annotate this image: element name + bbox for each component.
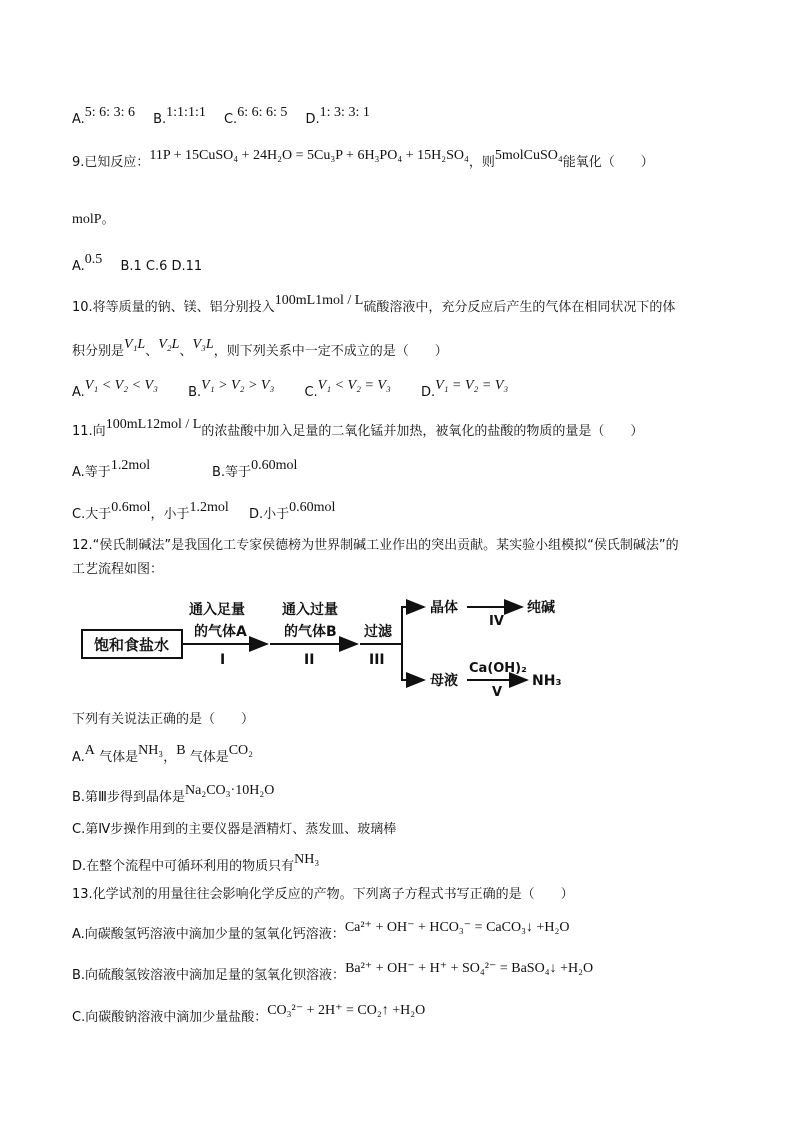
diagram-upper-result: 纯碱	[527, 600, 555, 616]
q11-option-b-group	[212, 458, 298, 483]
q9-unit-end: 。	[101, 212, 115, 227]
q12-option-a-text1: 气体是	[99, 750, 139, 765]
q12-option-a-gas2: B	[176, 743, 186, 758]
q8-options	[72, 105, 370, 130]
q12-option-b-formula: Na₂CO₃·10H₂O	[185, 783, 275, 798]
q12-option-a-sep: ，	[163, 750, 177, 765]
q11-option-d: 0.60mol	[289, 500, 336, 515]
q11-option-a: 1.2mol	[110, 458, 151, 473]
q8-option-d: 1: 3: 3: 1	[319, 105, 370, 120]
diagram-step2-top1: 通入过量	[282, 602, 338, 618]
q11-stem-suffix: 的浓盐酸中加入足量的二氧化锰并加热，被氧化的盐酸的物质的量是（ ）	[201, 424, 644, 439]
q11-option-d-label: D.小于	[248, 507, 290, 522]
diagram-branch-up	[397, 607, 424, 644]
q9-unit-line	[72, 210, 115, 230]
q9-options	[72, 252, 203, 277]
diagram-lower-result: NH₃	[532, 673, 562, 689]
q10-stem-line2	[72, 337, 448, 362]
q12-option-a-label: A.	[72, 750, 85, 765]
diagram-step3-top: 过滤	[364, 624, 392, 640]
q10-option-d-label: D.	[420, 385, 436, 400]
q13-option-c	[72, 1003, 426, 1028]
q12-option-a-formula2: CO₂	[228, 743, 254, 758]
q10-v2: V₂L	[158, 337, 180, 352]
q8-option-a: 5: 6: 3: 6	[84, 105, 135, 120]
q11-option-c-mid: ，小于	[150, 507, 190, 522]
q9-stem-prefix: 9.已知反应：	[72, 155, 150, 170]
q11-option-b: 0.60mol	[251, 458, 298, 473]
q9-option-a: 0.5	[84, 252, 103, 267]
q9-equation: 11P + 15CuSO₄ + 24H₂O = 5Cu₃P + 6H₃PO₄ + 15H₂SO₄	[149, 148, 469, 163]
q8-option-a-label: A.	[72, 112, 85, 127]
q11-option-a-label: A.等于	[72, 465, 111, 480]
diagram-upper-step: IV	[489, 614, 504, 629]
q9-amount: 5molCuSO₄	[494, 148, 563, 163]
q9-unit: molP	[72, 212, 102, 227]
q11-solution: 100mL12mol / L	[105, 417, 202, 432]
q12-stem-line2: 工艺流程如图：	[72, 562, 164, 577]
q10-stem-suffix: 硫酸溶液中，充分反应后产生的气体在相同状况下的体	[363, 300, 676, 315]
q11-option-c-label: C.大于	[72, 507, 112, 522]
q9-option-a-label: A.	[72, 259, 85, 274]
q8-option-d-label: D.	[305, 112, 320, 127]
q10-line2-suffix: ，则下列关系中一定不成立的是（ ）	[213, 344, 448, 359]
q12-option-d-text: D.在整个流程中可循环利用的物质只有	[72, 859, 295, 874]
q13-option-a-equation: Ca²⁺ + OH⁻ + HCO₃⁻ = CaCO₃↓ +H₂O	[344, 920, 570, 935]
q11-option-b-label: B.等于	[212, 465, 252, 480]
q10-option-a-label: A.	[72, 385, 85, 400]
q12-option-a-gas1: A	[84, 743, 95, 758]
diagram-lower-step: V	[492, 685, 503, 700]
q13-option-a	[72, 920, 570, 945]
q12-option-b	[72, 783, 275, 808]
q8-option-b: 1:1:1:1	[166, 105, 206, 120]
q13-stem: 13.化学试剂的用量往往会影响化学反应的产物。下列离子方程式书写正确的是（ ）	[72, 887, 574, 902]
q12-option-a	[72, 743, 254, 768]
diagram-lower-reagent: Ca(OH)₂	[469, 661, 527, 676]
diagram-step2-top2: 的气体B	[284, 624, 337, 640]
q8-option-c: 6: 6: 6: 5	[237, 105, 288, 120]
q10-option-d: V₁ = V₂ = V₃	[435, 378, 509, 393]
flow-diagram	[72, 592, 572, 702]
q12-question: 下列有关说法正确的是（ ）	[72, 712, 255, 727]
q12-option-d	[72, 852, 320, 877]
q13-option-c-equation: CO₃²⁻ + 2H⁺ = CO₂↑ +H₂O	[267, 1003, 426, 1018]
q11-option-c2: 1.2mol	[189, 500, 229, 515]
diagram-step1-top2: 的气体A	[194, 624, 247, 640]
q10-stem	[72, 293, 676, 318]
q8-option-c-label: C.	[223, 112, 238, 127]
q10-option-a: V₁ < V₂ < V₃	[84, 378, 158, 393]
q9-stem-suffix: 能氧化（ ）	[562, 155, 654, 170]
q12-option-a-text2: 气体是	[189, 750, 229, 765]
diagram-upper-product: 晶体	[430, 600, 458, 616]
q11-options-ab	[72, 458, 298, 483]
q10-sep1: 、	[145, 344, 159, 359]
q10-line2-prefix: 积分别是	[72, 344, 125, 359]
q12-option-b-text: B.第Ⅲ步得到晶体是	[72, 790, 186, 805]
q13-option-a-text: A.向碳酸氢钙溶液中滴加少量的氢氧化钙溶液：	[72, 927, 345, 942]
q11-options-cd	[72, 500, 336, 525]
q13-option-b	[72, 961, 594, 986]
q12-option-a-formula1: NH₃	[138, 743, 164, 758]
q13-option-c-text: C.向碳酸钠溶液中滴加少量盐酸：	[72, 1010, 268, 1025]
diagram-box-label: 饱和食盐水	[94, 636, 170, 654]
q10-stem-prefix: 10.将等质量的钠、镁、铝分别投入	[72, 300, 275, 315]
q12-option-d-formula: NH₃	[294, 852, 320, 867]
q10-option-b-label: B.	[188, 385, 202, 400]
q10-v1: V₁L	[124, 337, 146, 352]
q10-solution: 100mL1mol / L	[274, 293, 364, 308]
q13-option-b-text: B.向硫酸氢铵溶液中滴加足量的氢氧化钡溶液：	[72, 968, 346, 983]
q9-options-rest: B.1 C.6 D.11	[120, 259, 203, 274]
diagram-step1-num: I	[220, 652, 226, 668]
diagram-branch-down	[397, 644, 424, 680]
q10-options	[72, 378, 509, 403]
q11-stem	[72, 417, 644, 442]
q13-option-b-equation: Ba²⁺ + OH⁻ + H⁺ + SO₄²⁻ = BaSO₄↓ +H₂O	[345, 961, 594, 976]
q10-option-c: V₁ < V₂ = V₃	[317, 378, 391, 393]
diagram-step1-top1: 通入足量	[189, 602, 245, 618]
q10-v3: V₃L	[192, 337, 214, 352]
diagram-step3-num: III	[369, 652, 385, 668]
q12-option-c: C.第Ⅳ步操作用到的主要仪器是酒精灯、蒸发皿、玻璃棒	[72, 822, 397, 837]
diagram-step2-num: II	[304, 652, 315, 668]
q8-option-b-label: B.	[153, 112, 167, 127]
q11-stem-prefix: 11.向	[72, 424, 106, 439]
q10-option-b: V₁ > V₂ > V₃	[201, 378, 275, 393]
q12-stem-line1: 12.“侯氏制碱法”是我国化工专家侯德榜为世界制碱工业作出的突出贡献。某实验小组模拟“侯氏制碱法”的	[72, 538, 679, 553]
q10-option-c-label: C.	[304, 385, 318, 400]
q11-option-c: 0.6mol	[111, 500, 151, 515]
diagram-lower-product: 母液	[430, 673, 458, 689]
q10-sep2: 、	[179, 344, 193, 359]
q9-stem-mid: ，则	[468, 155, 495, 170]
q9-stem	[72, 148, 654, 173]
